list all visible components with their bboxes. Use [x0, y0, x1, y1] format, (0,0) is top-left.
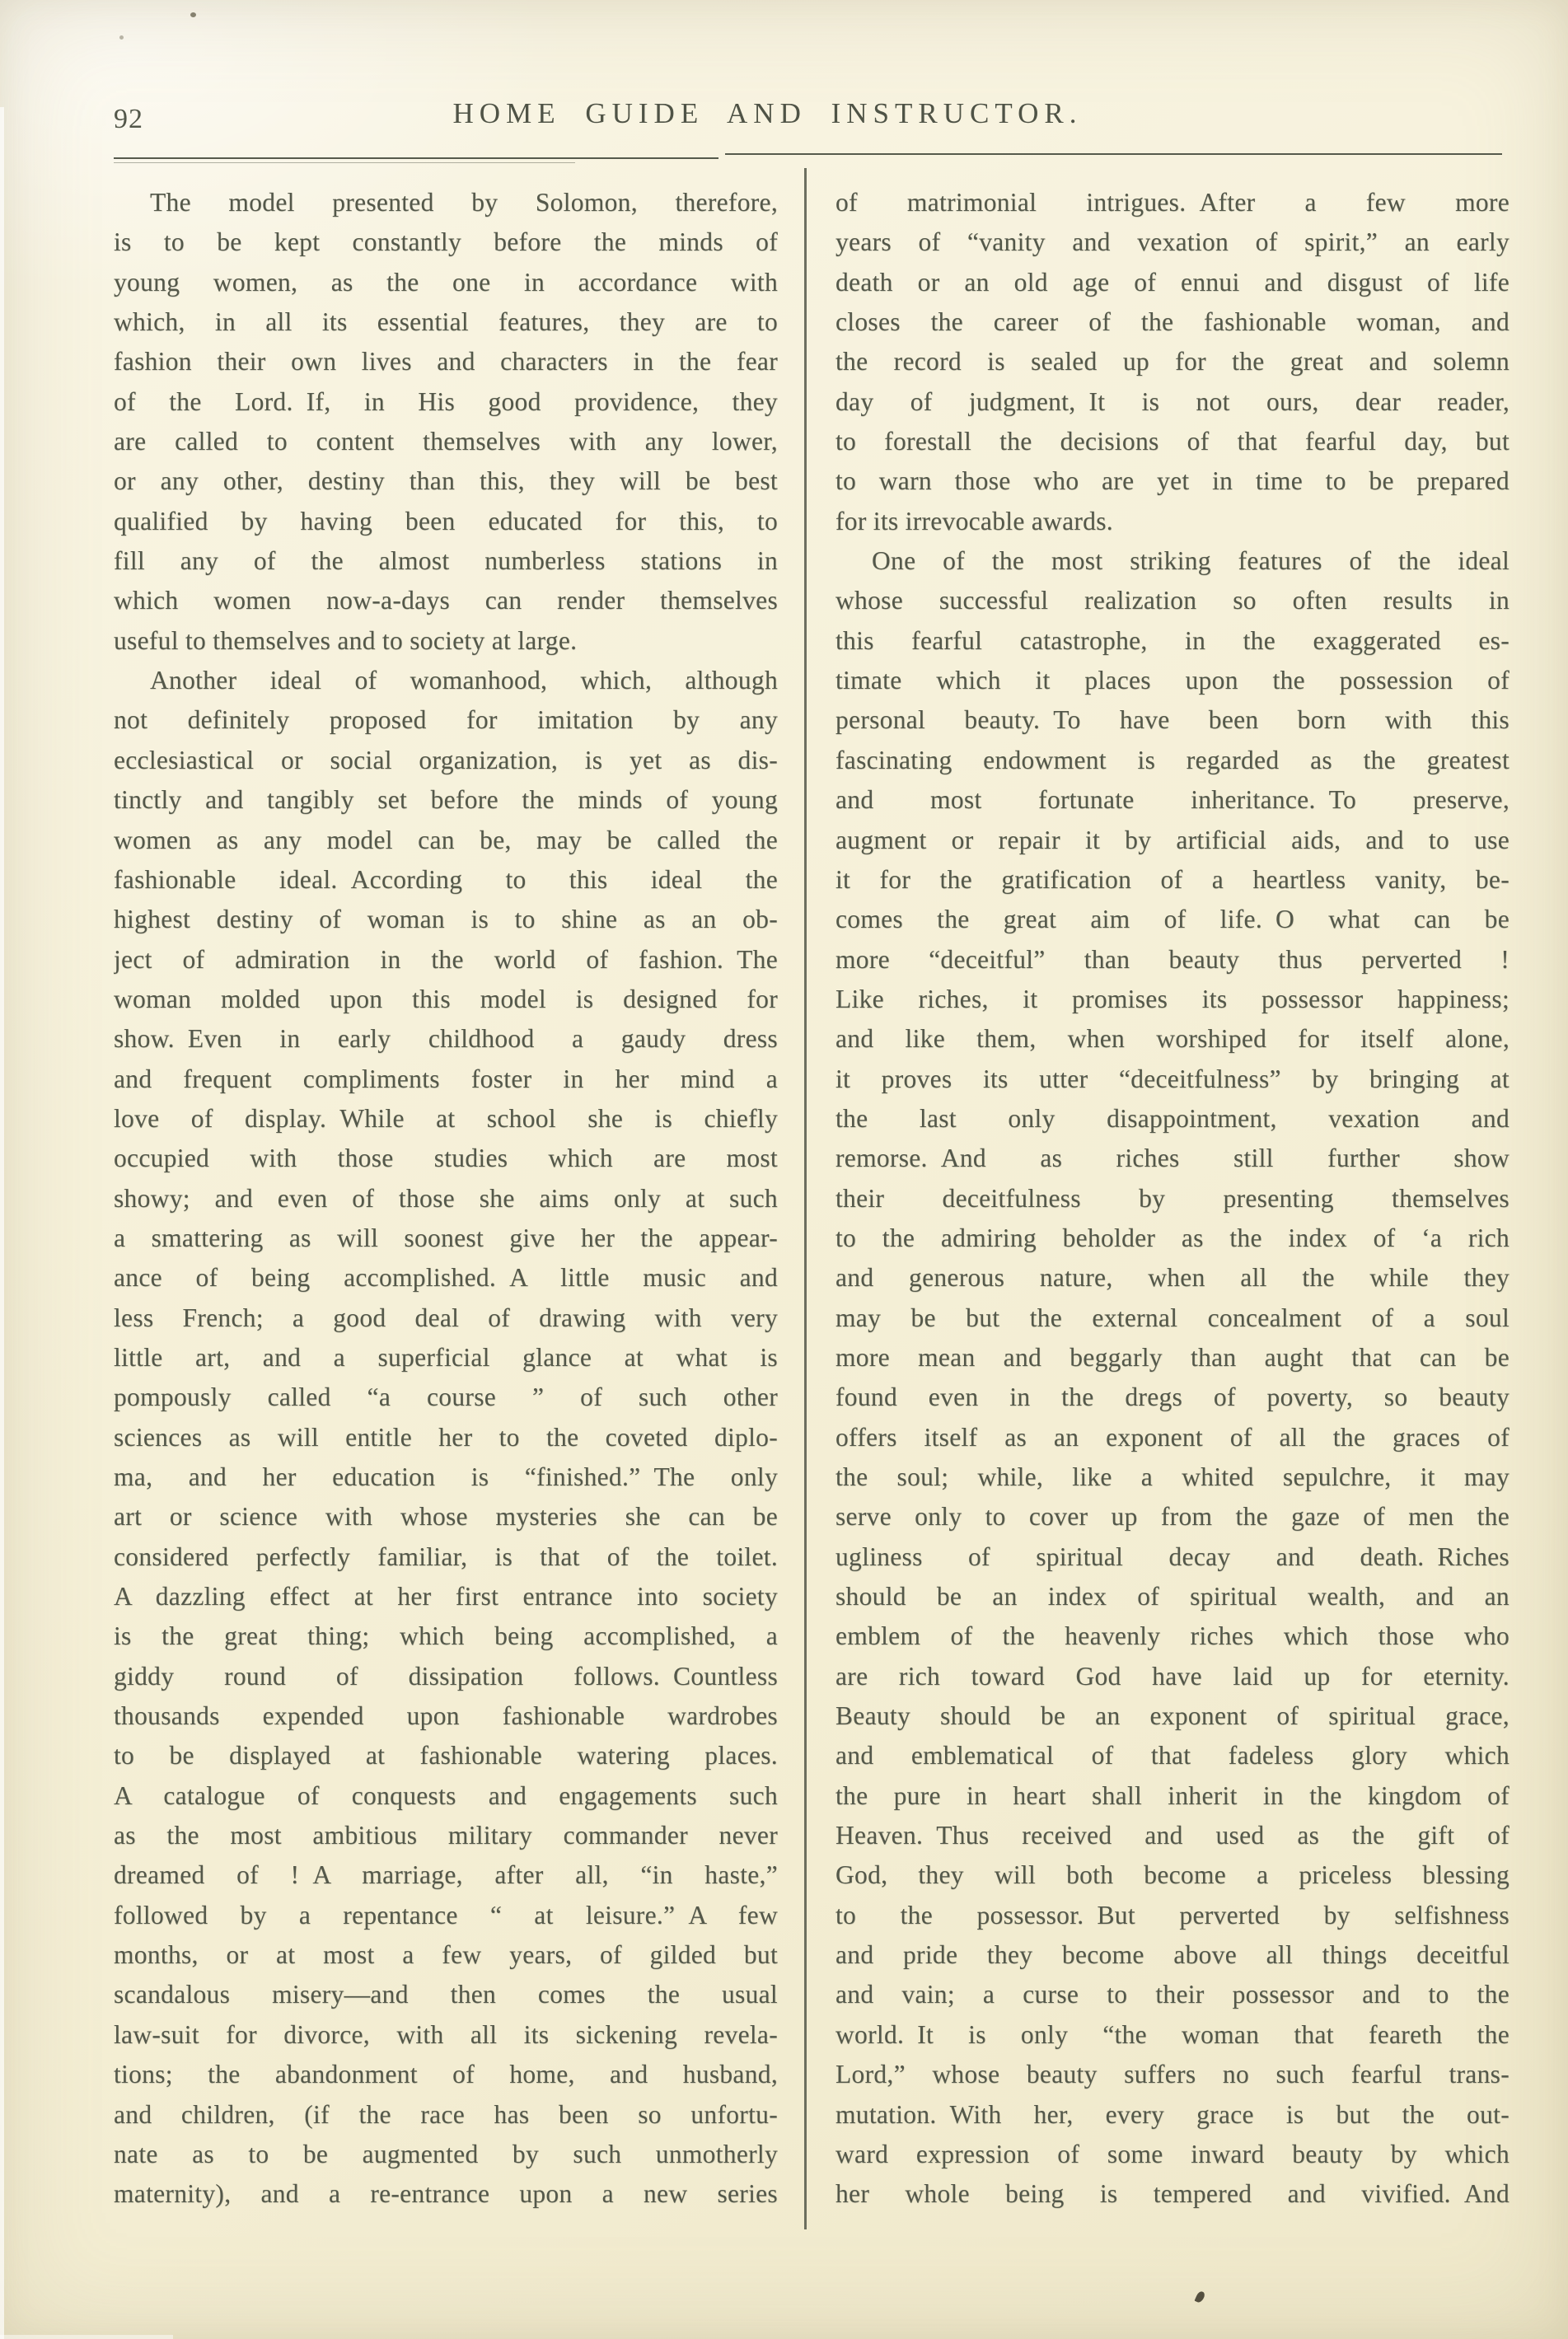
text-line: young women, as the one in accordance with	[114, 267, 778, 297]
text-line: useful to themselves and to society at large.	[114, 625, 578, 655]
text-line: dreamed of ! A marriage, after all, “in haste,”	[114, 1860, 778, 1890]
text-line: personal beauty. To have been born with this	[835, 705, 1509, 735]
scan-edge-left	[0, 107, 4, 2339]
text-line: is to be kept constantly before the minds of	[114, 227, 778, 257]
text-line: the record is sealed up for the great and solemn	[835, 347, 1509, 377]
text-line: less French; a good deal of drawing with very	[114, 1303, 778, 1332]
text-line: to forestall the decisions of that fearful day, but	[835, 427, 1509, 456]
text-line: ject of admiration in the world of fashion. The	[114, 944, 778, 974]
text-line: ecclesiastical or social organization, is yet as dis-	[114, 745, 778, 774]
text-line: Heaven. Thus received and used as the gift of	[835, 1821, 1509, 1850]
text-line: The model presented by Solomon, therefore,	[150, 188, 778, 217]
text-line: and most fortunate inheritance. To preserve,	[835, 785, 1509, 815]
ink-speck	[119, 35, 124, 40]
text-line: whose successful realization so often results in	[835, 586, 1509, 615]
text-line: women as any model can be, may be called the	[114, 825, 778, 854]
text-line: fascinating endowment is regarded as the greatest	[835, 745, 1509, 774]
text-line: remorse. And as riches still further show	[835, 1144, 1509, 1173]
column-divider	[804, 168, 807, 2229]
text-line: may be but the external concealment of a soul	[835, 1303, 1509, 1332]
text-line: comes the great aim of life. O what can be	[835, 905, 1509, 934]
text-line: and children, (if the race has been so unfortu-	[114, 2099, 778, 2129]
page-number: 92	[114, 104, 143, 134]
text-line: and emblematical of that fadeless glory which	[835, 1741, 1509, 1771]
ink-speck	[190, 12, 196, 17]
text-line: which, in all its essential features, they are to	[114, 307, 778, 337]
text-line: law-suit for divorce, with all its sickening revela-	[114, 2019, 778, 2049]
text-line: augment or repair it by artificial aids, and to use	[835, 825, 1509, 854]
text-line: ugliness of spiritual decay and death. Riches	[835, 1541, 1509, 1571]
text-line: the pure in heart shall inherit in the kingdom of	[835, 1780, 1509, 1810]
text-line: art or science with whose mysteries she can be	[114, 1502, 778, 1532]
text-line: closes the career of the fashionable woman, and	[835, 307, 1509, 337]
scan-edge-bottom	[0, 2335, 173, 2339]
text-line: maternity), and a re-entrance upon a new series	[114, 2179, 778, 2209]
text-line: years of “vanity and vexation of spirit,” an early	[835, 227, 1509, 257]
text-line: day of judgment, It is not ours, dear reader,	[835, 386, 1509, 416]
column-left	[114, 183, 778, 2215]
text-line: and pride they become above all things deceitful	[835, 1940, 1509, 1970]
text-line: ance of being accomplished. A little music and	[114, 1263, 778, 1293]
text-line: love of display. While at school she is chiefly	[114, 1103, 778, 1133]
running-header: HOME GUIDE AND INSTRUCTOR.	[452, 97, 1083, 129]
text-line: it for the gratification of a heartless vanity, be-	[835, 864, 1509, 894]
text-line: and frequent compliments foster in her mind a	[114, 1064, 778, 1093]
text-line: woman molded upon this model is designed for	[114, 984, 778, 1013]
text-line: sciences as will entitle her to the coveted diplo-	[114, 1422, 778, 1452]
text-line: considered perfectly familiar, is that of the toilet.	[114, 1541, 778, 1571]
text-line: Lord,” whose beauty suffers no such fearful trans-	[835, 2060, 1509, 2089]
ink-speck	[1195, 2290, 1206, 2304]
text-line: death or an old age of ennui and disgust of life	[835, 267, 1509, 297]
text-line: their deceitfulness by presenting themselves	[835, 1183, 1509, 1213]
text-line: ma, and her education is “finished.” The only	[114, 1462, 778, 1491]
text-line: as the most ambitious military commander never	[114, 1821, 778, 1850]
header-rule-right	[725, 153, 1502, 155]
text-line: and like them, when worshiped for itself alone,	[835, 1024, 1509, 1054]
text-line: months, or at most a few years, of gilded but	[114, 1940, 778, 1970]
text-line: emblem of the heavenly riches which those who	[835, 1621, 1509, 1651]
text-line: offers itself as an exponent of all the graces of	[835, 1422, 1509, 1452]
text-line: fashion their own lives and characters in the fear	[114, 347, 778, 377]
text-line: scandalous misery—and then comes the usual	[114, 1980, 778, 2009]
text-line: tinctly and tangibly set before the minds of young	[114, 785, 778, 815]
text-line: should be an index of spiritual wealth, and an	[835, 1582, 1509, 1612]
text-line: found even in the dregs of poverty, so beauty	[835, 1382, 1509, 1412]
column-right	[835, 183, 1509, 2215]
text-line: for its irrevocable awards.	[835, 506, 1113, 536]
text-line: it proves its utter “deceitfulness” by bringing at	[835, 1064, 1509, 1093]
text-line: more mean and beggarly than aught that can be	[835, 1342, 1509, 1372]
text-line: Beauty should be an exponent of spiritual grace,	[835, 1701, 1509, 1731]
text-line: which women now-a-days can render themselves	[114, 586, 778, 615]
text-line: pompously called “a course ” of such other	[114, 1382, 778, 1412]
text-line: is the great thing; which being accomplished, a	[114, 1621, 778, 1651]
text-line: and generous nature, when all the while they	[835, 1263, 1509, 1293]
text-line: of matrimonial intrigues. After a few more	[835, 188, 1509, 217]
text-line: a smattering as will soonest give her the appear-	[114, 1223, 778, 1252]
text-line: A dazzling effect at her first entrance into society	[114, 1582, 778, 1612]
header-rule-left	[114, 157, 718, 159]
text-line: to be displayed at fashionable watering places.	[114, 1741, 778, 1771]
text-line: and vain; a curse to their possessor and to the	[835, 1980, 1509, 2009]
text-line: serve only to cover up from the gaze of men the	[835, 1502, 1509, 1532]
text-line: God, they will both become a priceless blessing	[835, 1860, 1509, 1890]
text-line: not definitely proposed for imitation by any	[114, 705, 778, 735]
text-line: the soul; while, like a whited sepulchre, it may	[835, 1462, 1509, 1491]
text-line: Another ideal of womanhood, which, although	[150, 666, 778, 695]
text-line: timate which it places upon the possession of	[835, 666, 1509, 695]
text-line: mutation. With her, every grace is but the out-	[835, 2099, 1509, 2129]
text-line: to the admiring beholder as the index of ‘a rich	[835, 1223, 1509, 1252]
text-line: fill any of the almost numberless stations in	[114, 546, 778, 576]
text-line: or any other, destiny than this, they will be best	[114, 466, 778, 496]
header-rule-shadow	[114, 162, 575, 163]
text-line: A catalogue of conquests and engagements such	[114, 1780, 778, 1810]
text-line: this fearful catastrophe, in the exaggerated es-	[835, 625, 1509, 655]
text-line: little art, and a superficial glance at what is	[114, 1342, 778, 1372]
text-line: thousands expended upon fashionable wardrobes	[114, 1701, 778, 1731]
text-line: to the possessor. But perverted by selfishness	[835, 1900, 1509, 1930]
text-line: occupied with those studies which are most	[114, 1144, 778, 1173]
text-line: tions; the abandonment of home, and husband,	[114, 2060, 778, 2089]
text-line: nate as to be augmented by such unmotherly	[114, 2139, 778, 2168]
text-line: show. Even in early childhood a gaudy dress	[114, 1024, 778, 1054]
text-line: to warn those who are yet in time to be prepared	[835, 466, 1509, 496]
text-line: showy; and even of those she aims only at such	[114, 1183, 778, 1213]
text-line: are rich toward God have laid up for eternity.	[835, 1661, 1509, 1691]
text-line: are called to content themselves with any lower,	[114, 427, 778, 456]
text-line: qualified by having been educated for this, to	[114, 506, 778, 536]
text-line: fashionable ideal. According to this ideal the	[114, 864, 778, 894]
text-line: ward expression of some inward beauty by which	[835, 2139, 1509, 2168]
text-line: Like riches, it promises its possessor happiness;	[835, 984, 1509, 1013]
text-line: her whole being is tempered and vivified. And	[835, 2179, 1509, 2209]
text-line: One of the most striking features of the ideal	[872, 546, 1509, 576]
text-line: world. It is only “the woman that feareth the	[835, 2019, 1509, 2049]
text-line: the last only disappointment, vexation and	[835, 1103, 1509, 1133]
text-line: of the Lord. If, in His good providence, they	[114, 386, 778, 416]
text-line: followed by a repentance “ at leisure.” A few	[114, 1900, 778, 1930]
text-line: giddy round of dissipation follows. Countless	[114, 1661, 778, 1691]
text-line: more “deceitful” than beauty thus perverted !	[835, 944, 1509, 974]
text-line: highest destiny of woman is to shine as an ob-	[114, 905, 778, 934]
